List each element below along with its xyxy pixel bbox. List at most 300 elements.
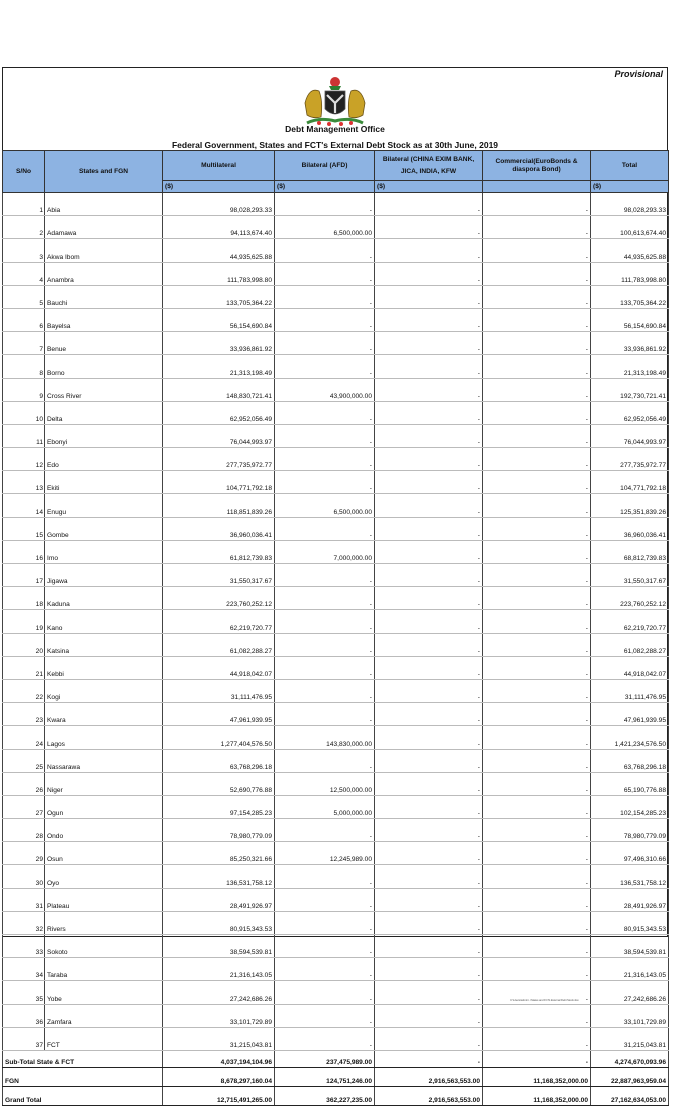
subtotal-row-total: 4,274,670,093.96 (591, 1050, 669, 1067)
subtotal-row (3, 1050, 669, 1067)
table-row (3, 610, 669, 633)
row-multilateral: 38,594,539.81 (163, 935, 275, 958)
row-commercial: - (483, 911, 591, 934)
table-row (3, 308, 669, 331)
subtotal-row-bilateral-china: - (375, 1050, 483, 1067)
row-commercial: - (483, 749, 591, 772)
row-sno: 35 (3, 981, 45, 1004)
row-bilateral-afd: - (275, 935, 375, 958)
row-commercial: - (483, 332, 591, 355)
row-bilateral-china: - (375, 749, 483, 772)
row-commercial: - (483, 494, 591, 517)
col-multilateral: Multilateral (163, 151, 275, 181)
row-multilateral: 94,113,674.40 (163, 216, 275, 239)
row-multilateral: 78,980,779.09 (163, 819, 275, 842)
row-bilateral-china: - (375, 656, 483, 679)
row-total: 21,313,198.49 (591, 355, 669, 378)
row-multilateral: 63,768,296.18 (163, 749, 275, 772)
table-row (3, 193, 669, 216)
row-commercial: - (483, 772, 591, 795)
row-commercial: - (483, 1027, 591, 1050)
row-sno: 31 (3, 888, 45, 911)
row-bilateral-afd: - (275, 1004, 375, 1027)
row-bilateral-china: - (375, 448, 483, 471)
row-multilateral: 28,491,926.97 (163, 888, 275, 911)
row-sno: 8 (3, 355, 45, 378)
row-total: 47,961,939.95 (591, 703, 669, 726)
row-sno: 11 (3, 424, 45, 447)
grand-total-row-multilateral: 12,715,491,265.00 (163, 1086, 275, 1105)
row-state: Ebonyi (45, 424, 163, 447)
unit-commercial (483, 181, 591, 193)
row-total: 36,960,036.41 (591, 517, 669, 540)
row-state: Kogi (45, 679, 163, 702)
row-sno: 18 (3, 587, 45, 610)
table-row (3, 216, 669, 239)
row-total: 223,760,252.12 (591, 587, 669, 610)
row-bilateral-china: - (375, 819, 483, 842)
table-row (3, 424, 669, 447)
row-multilateral: 27,242,686.26 (163, 981, 275, 1004)
col-bilateral-china-line2: JICA, INDIA, KFW (400, 167, 457, 175)
row-bilateral-china: - (375, 587, 483, 610)
row-commercial: - (483, 355, 591, 378)
table-row (3, 587, 669, 610)
row-bilateral-china: - (375, 540, 483, 563)
row-total: 76,044,993.97 (591, 424, 669, 447)
row-total: 27,242,686.26 (591, 981, 669, 1004)
row-bilateral-afd: 6,500,000.00 (275, 494, 375, 517)
row-bilateral-afd: - (275, 981, 375, 1004)
row-commercial: - (483, 239, 591, 262)
row-state: Borno (45, 355, 163, 378)
footer-note: C:\Users\admin\...\States and FCTs External Debt Stock.xlsx (510, 998, 579, 1002)
row-sno: 33 (3, 935, 45, 958)
row-bilateral-afd: 6,500,000.00 (275, 216, 375, 239)
table-row (3, 1027, 669, 1050)
row-state: Bauchi (45, 285, 163, 308)
row-commercial: - (483, 540, 591, 563)
row-commercial: - (483, 842, 591, 865)
col-states: States and FGN (45, 151, 163, 193)
row-bilateral-afd: - (275, 332, 375, 355)
row-sno: 5 (3, 285, 45, 308)
row-total: 277,735,972.77 (591, 448, 669, 471)
row-sno: 20 (3, 633, 45, 656)
row-bilateral-afd: - (275, 355, 375, 378)
row-multilateral: 33,936,861.92 (163, 332, 275, 355)
row-state: Anambra (45, 262, 163, 285)
row-total: 62,219,720.77 (591, 610, 669, 633)
row-total: 28,491,926.97 (591, 888, 669, 911)
row-sno: 19 (3, 610, 45, 633)
row-state: Plateau (45, 888, 163, 911)
row-sno: 25 (3, 749, 45, 772)
table-row (3, 819, 669, 842)
row-bilateral-afd: 12,500,000.00 (275, 772, 375, 795)
table-row (3, 517, 669, 540)
row-total: 80,915,343.53 (591, 911, 669, 934)
row-commercial: - (483, 958, 591, 981)
row-state: Kwara (45, 703, 163, 726)
row-bilateral-afd: - (275, 285, 375, 308)
row-commercial: - (483, 378, 591, 401)
row-sno: 21 (3, 656, 45, 679)
row-bilateral-afd: 12,245,989.00 (275, 842, 375, 865)
table-row (3, 679, 669, 702)
row-bilateral-afd: - (275, 448, 375, 471)
row-sno: 1 (3, 193, 45, 216)
row-multilateral: 21,316,143.05 (163, 958, 275, 981)
row-sno: 7 (3, 332, 45, 355)
row-state: Ondo (45, 819, 163, 842)
row-bilateral-china: - (375, 865, 483, 888)
row-total: 56,154,690.84 (591, 308, 669, 331)
subtotal-row-commercial: - (483, 1050, 591, 1067)
row-state: Imo (45, 540, 163, 563)
row-bilateral-china: - (375, 471, 483, 494)
row-bilateral-afd: - (275, 239, 375, 262)
table-row (3, 749, 669, 772)
row-bilateral-china: - (375, 795, 483, 818)
row-multilateral: 136,531,758.12 (163, 865, 275, 888)
table-row (3, 633, 669, 656)
fgn-row-multilateral: 8,678,297,160.04 (163, 1067, 275, 1086)
fgn-row-bilateral-china: 2,916,563,553.00 (375, 1067, 483, 1086)
row-commercial: - (483, 703, 591, 726)
row-bilateral-china: - (375, 1027, 483, 1050)
row-bilateral-china: - (375, 308, 483, 331)
row-bilateral-afd: - (275, 911, 375, 934)
table-row (3, 656, 669, 679)
table-row (3, 355, 669, 378)
col-bilateral-china (375, 151, 483, 181)
row-bilateral-china: - (375, 935, 483, 958)
row-total: 192,730,721.41 (591, 378, 669, 401)
row-multilateral: 148,830,721.41 (163, 378, 275, 401)
row-sno: 28 (3, 819, 45, 842)
row-commercial: - (483, 795, 591, 818)
row-bilateral-china: - (375, 193, 483, 216)
row-sno: 17 (3, 564, 45, 587)
row-bilateral-afd: - (275, 262, 375, 285)
row-multilateral: 277,735,972.77 (163, 448, 275, 471)
row-multilateral: 21,313,198.49 (163, 355, 275, 378)
grand-total-row-bilateral-china: 2,916,563,553.00 (375, 1086, 483, 1105)
row-total: 125,351,839.26 (591, 494, 669, 517)
row-commercial: - (483, 564, 591, 587)
row-total: 44,935,625.88 (591, 239, 669, 262)
row-multilateral: 44,935,625.88 (163, 239, 275, 262)
row-multilateral: 31,111,476.95 (163, 679, 275, 702)
row-bilateral-china: - (375, 981, 483, 1004)
row-bilateral-china: - (375, 911, 483, 934)
row-bilateral-china: - (375, 401, 483, 424)
row-commercial: - (483, 1004, 591, 1027)
row-total: 31,550,317.67 (591, 564, 669, 587)
row-state: Akwa Ibom (45, 239, 163, 262)
table-row (3, 262, 669, 285)
row-bilateral-afd: - (275, 517, 375, 540)
row-multilateral: 98,028,293.33 (163, 193, 275, 216)
row-commercial: - (483, 679, 591, 702)
table-row (3, 494, 669, 517)
row-bilateral-china: - (375, 703, 483, 726)
row-sno: 15 (3, 517, 45, 540)
row-multilateral: 62,219,720.77 (163, 610, 275, 633)
row-multilateral: 56,154,690.84 (163, 308, 275, 331)
col-bilateral-afd: Bilateral (AFD) (275, 151, 375, 181)
row-state: Adamawa (45, 216, 163, 239)
row-commercial: - (483, 424, 591, 447)
row-state: Enugu (45, 494, 163, 517)
row-multilateral: 1,277,404,576.50 (163, 726, 275, 749)
row-bilateral-afd: 43,900,000.00 (275, 378, 375, 401)
row-state: Edo (45, 448, 163, 471)
table-row (3, 911, 669, 934)
row-sno: 3 (3, 239, 45, 262)
row-commercial: - (483, 262, 591, 285)
row-multilateral: 80,915,343.53 (163, 911, 275, 934)
row-state: Ogun (45, 795, 163, 818)
row-state: Abia (45, 193, 163, 216)
row-bilateral-china: - (375, 424, 483, 447)
subtotal-row-multilateral: 4,037,194,104.96 (163, 1050, 275, 1067)
subtotal-row-label: Sub-Total State & FCT (3, 1050, 163, 1067)
row-bilateral-china: - (375, 1004, 483, 1027)
row-total: 33,101,729.89 (591, 1004, 669, 1027)
row-bilateral-afd: - (275, 193, 375, 216)
row-total: 136,531,758.12 (591, 865, 669, 888)
row-total: 63,768,296.18 (591, 749, 669, 772)
row-bilateral-afd: - (275, 656, 375, 679)
row-state: Kebbi (45, 656, 163, 679)
row-bilateral-afd: - (275, 819, 375, 842)
row-commercial: - (483, 401, 591, 424)
row-commercial: - (483, 865, 591, 888)
row-state: Yobe (45, 981, 163, 1004)
row-bilateral-afd: - (275, 401, 375, 424)
row-multilateral: 133,705,364.22 (163, 285, 275, 308)
row-bilateral-china: - (375, 888, 483, 911)
row-multilateral: 62,952,056.49 (163, 401, 275, 424)
row-sno: 10 (3, 401, 45, 424)
table-row (3, 564, 669, 587)
row-sno: 37 (3, 1027, 45, 1050)
row-bilateral-afd: - (275, 749, 375, 772)
table-row (3, 726, 669, 749)
subtotal-row-bilateral-afd: 237,475,989.00 (275, 1050, 375, 1067)
row-commercial: - (483, 216, 591, 239)
row-bilateral-afd: 7,000,000.00 (275, 540, 375, 563)
row-bilateral-china: - (375, 726, 483, 749)
row-commercial: - (483, 285, 591, 308)
row-state: Niger (45, 772, 163, 795)
row-sno: 29 (3, 842, 45, 865)
row-total: 61,082,288.27 (591, 633, 669, 656)
row-bilateral-china: - (375, 216, 483, 239)
row-state: Delta (45, 401, 163, 424)
fgn-row-bilateral-afd: 124,751,246.00 (275, 1067, 375, 1086)
row-sno: 34 (3, 958, 45, 981)
row-total: 78,980,779.09 (591, 819, 669, 842)
row-total: 68,812,739.83 (591, 540, 669, 563)
row-bilateral-afd: - (275, 308, 375, 331)
table-row (3, 401, 669, 424)
row-bilateral-afd: - (275, 610, 375, 633)
row-state: Kano (45, 610, 163, 633)
table-row (3, 448, 669, 471)
row-sno: 32 (3, 911, 45, 934)
row-commercial: - (483, 888, 591, 911)
row-multilateral: 223,760,252.12 (163, 587, 275, 610)
row-bilateral-china: - (375, 239, 483, 262)
row-sno: 6 (3, 308, 45, 331)
row-sno: 22 (3, 679, 45, 702)
row-bilateral-afd: - (275, 424, 375, 447)
row-commercial: - (483, 819, 591, 842)
row-bilateral-china: - (375, 378, 483, 401)
row-commercial: - (483, 656, 591, 679)
table-row (3, 239, 669, 262)
row-bilateral-afd: - (275, 1027, 375, 1050)
table-row (3, 540, 669, 563)
row-state: Lagos (45, 726, 163, 749)
col-sno: S/No (3, 151, 45, 193)
row-bilateral-afd: - (275, 888, 375, 911)
row-multilateral: 44,918,042.07 (163, 656, 275, 679)
row-total: 31,111,476.95 (591, 679, 669, 702)
row-multilateral: 61,812,739.83 (163, 540, 275, 563)
row-state: Gombe (45, 517, 163, 540)
row-bilateral-afd: - (275, 564, 375, 587)
row-commercial: - (483, 471, 591, 494)
row-state: Bayelsa (45, 308, 163, 331)
row-total: 65,190,776.88 (591, 772, 669, 795)
coat-of-arms-icon (299, 73, 371, 129)
row-commercial: - (483, 308, 591, 331)
row-total: 97,496,310.66 (591, 842, 669, 865)
grand-total-row (3, 1086, 669, 1105)
row-multilateral: 85,250,321.66 (163, 842, 275, 865)
row-bilateral-china: - (375, 772, 483, 795)
row-sno: 23 (3, 703, 45, 726)
row-state: Taraba (45, 958, 163, 981)
row-total: 102,154,285.23 (591, 795, 669, 818)
row-state: Zamfara (45, 1004, 163, 1027)
row-bilateral-china: - (375, 517, 483, 540)
row-commercial: - (483, 726, 591, 749)
table-row (3, 842, 669, 865)
row-bilateral-afd: - (275, 958, 375, 981)
table-row (3, 378, 669, 401)
table-row (3, 935, 669, 958)
row-bilateral-china: - (375, 842, 483, 865)
row-commercial: - (483, 610, 591, 633)
fgn-row-commercial: 11,168,352,000.00 (483, 1067, 591, 1086)
row-commercial: - (483, 587, 591, 610)
table-row (3, 888, 669, 911)
grand-total-row-total: 27,162,634,053.00 (591, 1086, 669, 1105)
row-state: Osun (45, 842, 163, 865)
row-multilateral: 31,550,317.67 (163, 564, 275, 587)
grand-total-row-label: Grand Total (3, 1086, 163, 1105)
row-state: Sokoto (45, 935, 163, 958)
row-state: Nassarawa (45, 749, 163, 772)
table-row (3, 471, 669, 494)
row-bilateral-china: - (375, 610, 483, 633)
row-state: Cross River (45, 378, 163, 401)
row-state: Kaduna (45, 587, 163, 610)
col-bilateral-china-line1: Bilateral (CHINA EXIM BANK, (382, 155, 475, 163)
row-bilateral-afd: - (275, 471, 375, 494)
table-row (3, 958, 669, 981)
unit-total: ($) (591, 181, 669, 193)
row-commercial: - (483, 981, 591, 1004)
row-state: Jigawa (45, 564, 163, 587)
grand-total-row-bilateral-afd: 362,227,235.00 (275, 1086, 375, 1105)
row-state: Rivers (45, 911, 163, 934)
row-sno: 2 (3, 216, 45, 239)
fgn-row (3, 1067, 669, 1086)
col-commercial: Commercial(EuroBonds & diaspora Bond) (483, 151, 591, 181)
row-total: 44,918,042.07 (591, 656, 669, 679)
row-sno: 9 (3, 378, 45, 401)
row-total: 100,613,674.40 (591, 216, 669, 239)
row-bilateral-china: - (375, 958, 483, 981)
row-bilateral-china: - (375, 564, 483, 587)
row-commercial: - (483, 517, 591, 540)
row-total: 31,215,043.81 (591, 1027, 669, 1050)
row-total: 1,421,234,576.50 (591, 726, 669, 749)
row-bilateral-afd: - (275, 633, 375, 656)
row-bilateral-china: - (375, 285, 483, 308)
col-total: Total (591, 151, 669, 181)
table-row (3, 865, 669, 888)
row-commercial: - (483, 935, 591, 958)
row-multilateral: 61,082,288.27 (163, 633, 275, 656)
row-multilateral: 52,690,776.88 (163, 772, 275, 795)
row-sno: 36 (3, 1004, 45, 1027)
row-bilateral-china: - (375, 679, 483, 702)
row-total: 104,771,792.18 (591, 471, 669, 494)
row-multilateral: 47,961,939.95 (163, 703, 275, 726)
row-multilateral: 104,771,792.18 (163, 471, 275, 494)
row-sno: 4 (3, 262, 45, 285)
row-commercial: - (483, 448, 591, 471)
row-bilateral-china: - (375, 494, 483, 517)
row-multilateral: 36,960,036.41 (163, 517, 275, 540)
row-total: 33,936,861.92 (591, 332, 669, 355)
row-commercial: - (483, 193, 591, 216)
row-bilateral-afd: 5,000,000.00 (275, 795, 375, 818)
row-multilateral: 97,154,285.23 (163, 795, 275, 818)
row-sno: 14 (3, 494, 45, 517)
row-bilateral-afd: - (275, 703, 375, 726)
fgn-row-label: FGN (3, 1067, 163, 1086)
row-multilateral: 76,044,993.97 (163, 424, 275, 447)
fgn-row-total: 22,887,963,959.04 (591, 1067, 669, 1086)
row-multilateral: 111,783,998.80 (163, 262, 275, 285)
table-row (3, 795, 669, 818)
table-row (3, 772, 669, 795)
row-sno: 26 (3, 772, 45, 795)
row-bilateral-afd: 143,830,000.00 (275, 726, 375, 749)
row-bilateral-china: - (375, 262, 483, 285)
row-sno: 13 (3, 471, 45, 494)
provisional-label: Provisional (614, 69, 663, 79)
row-sno: 27 (3, 795, 45, 818)
